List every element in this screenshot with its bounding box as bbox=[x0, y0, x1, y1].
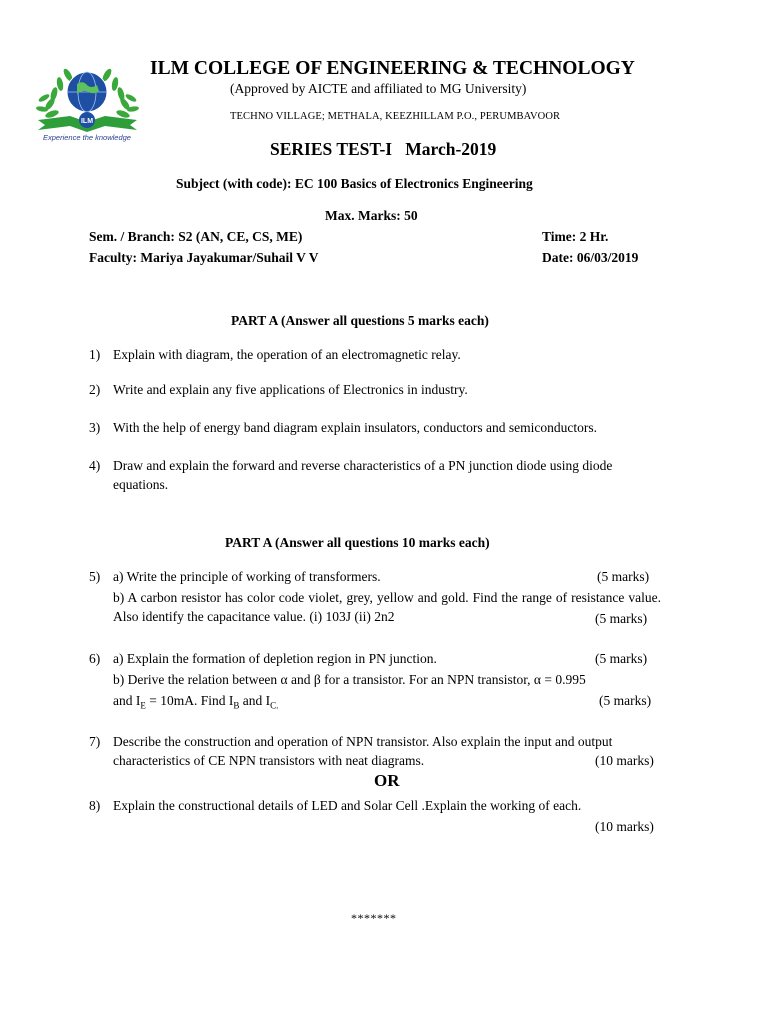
question-text: Explain with diagram, the operation of an electromagnetic relay. bbox=[113, 347, 461, 362]
marks-label: (10 marks) bbox=[595, 753, 654, 768]
exam-title: SERIES TEST-I March-2019 bbox=[270, 139, 497, 159]
question-number: 2) bbox=[89, 382, 101, 397]
question-7-body bbox=[113, 732, 661, 770]
text-segment: and I bbox=[113, 693, 141, 708]
approval-line: (Approved by AICTE and affiliated to MG University) bbox=[230, 81, 527, 96]
subscript: E bbox=[140, 700, 146, 711]
question-text: b) A carbon resistor has color code violet, grey, yellow and gold. Find the range of resistance value. Also identify the capacitance value. (i) 103J (ii) 2n2 bbox=[113, 590, 661, 624]
question-text: b) Derive the relation between α and β for a transistor. For an NPN transistor, α = 0.995 bbox=[113, 672, 586, 687]
part-a-heading: PART A (Answer all questions 5 marks each) bbox=[231, 313, 489, 328]
question-8 bbox=[89, 796, 661, 834]
question-7 bbox=[89, 732, 661, 770]
question-number: 5) bbox=[89, 569, 101, 584]
question-text: a) Write the principle of working of transformers. bbox=[113, 569, 381, 584]
question-text: Write and explain any five applications of Electronics in industry. bbox=[113, 382, 468, 397]
exam-date: Date: 06/03/2019 bbox=[542, 250, 639, 265]
question-text: Explain the constructional details of LED and Solar Cell .Explain the working of each. bbox=[113, 798, 582, 813]
question-5a bbox=[113, 567, 661, 586]
logo-text: ILM bbox=[80, 118, 94, 125]
question-text-line2: characteristics of CE NPN transistors with neat diagrams. bbox=[113, 753, 425, 768]
sem-branch: Sem. / Branch: S2 (AN, CE, CS, ME) bbox=[89, 229, 303, 244]
marks-label: (5 marks) bbox=[599, 693, 652, 708]
question-5b bbox=[113, 588, 661, 626]
question-4 bbox=[89, 456, 649, 494]
marks-label: (5 marks) bbox=[595, 651, 648, 666]
question-text: a) Explain the formation of depletion region in PN junction. bbox=[113, 651, 437, 666]
question-2 bbox=[89, 380, 661, 399]
college-name: ILM COLLEGE OF ENGINEERING & TECHNOLOGY bbox=[150, 58, 635, 79]
question-number: 8) bbox=[89, 798, 101, 813]
question-8-body bbox=[113, 796, 661, 834]
marks-label: (10 marks) bbox=[595, 819, 654, 834]
logo-tagline: Experience the knowledge bbox=[43, 133, 131, 142]
question-text-line2 bbox=[113, 691, 661, 716]
question-1 bbox=[89, 345, 661, 364]
or-separator: OR bbox=[374, 771, 400, 790]
end-mark: ******* bbox=[351, 911, 397, 925]
college-logo bbox=[30, 62, 145, 142]
part-b-heading: PART A (Answer all questions 10 marks each) bbox=[225, 535, 490, 550]
question-number: 3) bbox=[89, 420, 101, 435]
text-segment: = 10mA. Find I bbox=[145, 693, 234, 708]
max-marks: Max. Marks: 50 bbox=[325, 208, 418, 223]
question-text: Draw and explain the forward and reverse characteristics of a PN junction diode using diode equations. bbox=[113, 458, 613, 492]
question-6b bbox=[113, 670, 661, 716]
question-number: 7) bbox=[89, 734, 101, 749]
question-number: 4) bbox=[89, 458, 101, 473]
question-number: 1) bbox=[89, 347, 101, 362]
subscript: B bbox=[233, 700, 240, 711]
exam-time: Time: 2 Hr. bbox=[542, 229, 609, 244]
question-text: With the help of energy band diagram explain insulators, conductors and semiconductors. bbox=[113, 420, 597, 435]
question-number: 6) bbox=[89, 651, 101, 666]
marks-label: (5 marks) bbox=[597, 569, 650, 584]
question-6a bbox=[113, 649, 661, 668]
marks-label: (5 marks) bbox=[595, 611, 648, 626]
college-emblem-icon bbox=[30, 62, 145, 142]
college-address: TECHNO VILLAGE; METHALA, KEEZHILLAM P.O., PERUMBAVOOR bbox=[230, 111, 561, 122]
question-5 bbox=[89, 567, 661, 626]
exam-subject: Subject (with code): EC 100 Basics of Electronics Engineering bbox=[176, 176, 533, 191]
subscript: C. bbox=[270, 700, 279, 711]
text-segment: and I bbox=[239, 693, 271, 708]
question-3 bbox=[89, 418, 661, 437]
question-text: Describe the construction and operation of NPN transistor. Also explain the input and output bbox=[113, 734, 613, 749]
faculty: Faculty: Mariya Jayakumar/Suhail V V bbox=[89, 250, 319, 265]
question-6 bbox=[89, 649, 661, 716]
